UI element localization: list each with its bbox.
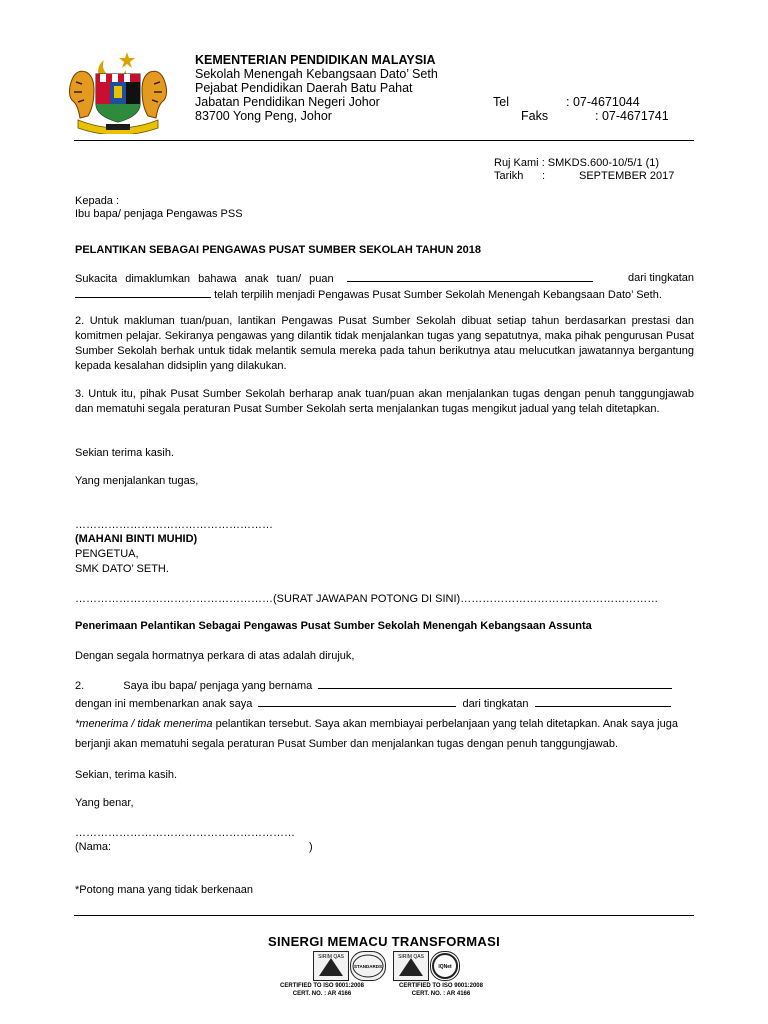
reply-signature-line: ……………………………………………………	[75, 827, 295, 839]
p1-text-c: telah terpilih menjadi Pengawas Pusat Sumber Sekolah Menengah Kebangsaan Dato’ Seth.	[214, 289, 662, 301]
reply-l2b: dari tingkatan	[462, 698, 529, 710]
reply-line-2	[75, 696, 671, 712]
address: 83700 Yong Peng, Johor	[195, 109, 332, 123]
signature-line: ………………………………………………	[75, 519, 273, 531]
p1-text-a: Sukacita dimaklumkan bahawa anak tuan/ puan	[75, 273, 334, 285]
paragraph-1-line-2	[75, 287, 694, 303]
coat-of-arms-logo	[64, 46, 172, 134]
sirim-badge-1	[313, 951, 349, 981]
child-form-blank[interactable]	[535, 696, 671, 707]
fax-value: : 07-4671741	[595, 109, 669, 123]
sirim-badge-2	[393, 951, 429, 981]
reply-line-1	[75, 678, 672, 694]
sirim-logo-icon	[314, 952, 348, 980]
ruj-label: Ruj Kami	[494, 157, 539, 169]
signer-name: (MAHANI BINTI MUHID)	[75, 533, 198, 545]
badge-4-text: IQNet	[438, 964, 452, 970]
ministry-name: KEMENTERIAN PENDIDIKAN MALAYSIA	[195, 53, 436, 67]
cert-2-b: CERT. NO. : AR 4166	[411, 991, 471, 997]
standards-logo-icon	[351, 952, 385, 980]
reply-intro: Dengan segala hormatnya perkara di atas adalah dirujuk,	[75, 650, 355, 662]
state-office: Jabatan Pendidikan Negeri Johor	[195, 95, 380, 109]
certification-badges	[313, 951, 459, 981]
reply-closing: Sekian, terima kasih.	[75, 769, 178, 781]
closing: Sekian terima kasih.	[75, 447, 175, 459]
recipient: Ibu bapa/ penjaga Pengawas PSS	[75, 208, 243, 220]
cert-2-a: CERTIFIED TO ISO 9001:2008	[399, 983, 483, 989]
reply-number: 2.	[75, 680, 85, 692]
reply-l3: pelantikan tersebut. Saya akan membiayai perbelanjaan yang telah ditetapkan. Anak saya juga berjanji akan mematuhi segala peraturan Pusat Sumber dan menjalankan tugas dengan penuh tanggungjawab.	[75, 718, 678, 750]
badge-3-text: SIRIM QAS	[398, 954, 424, 960]
school-name: Sekolah Menengah Kebangsaan Dato’ Seth	[195, 67, 438, 81]
motto: SINERGI MEMACU TRANSFORMASI	[268, 934, 500, 949]
date-colon: :	[542, 170, 546, 182]
sirim-logo-icon-2	[394, 952, 428, 980]
signer-position: PENGETUA,	[75, 548, 139, 560]
yang-menjalankan: Yang menjalankan tugas,	[75, 475, 199, 487]
cert-text-2	[391, 982, 491, 998]
cert-1-b: CERT. NO. : AR 4166	[292, 991, 352, 997]
paragraph-2: 2. Untuk makluman tuan/puan, lantikan Pengawas Pusat Sumber Sekolah dibuat setiap tahun berdasarkan prestasi dan komitmen pelajar. Sekiranya pengawas yang dilantik tidak menjalankan tugas yang sepatutnya, maka pihak pengurusan Pusat Sumber Sekolah berhak untuk tidak melantik semula mereka pada tahun berikutnya atau melucutkan jawatannya bergantung kepada kesalahan didsiplin yang dilakukan.	[75, 315, 694, 372]
reply-title: Penerimaan Pelantikan Sebagai Pengawas Pusat Sumber Sekolah Menengah Kebangsaan Assunta	[75, 620, 592, 632]
footnote: *Potong mana yang tidak berkenaan	[75, 884, 253, 896]
p1-text-b: dari tingkatan	[627, 272, 694, 284]
badge-2-text: STANDARDS	[354, 964, 382, 969]
paragraph-1-line-1	[75, 271, 694, 287]
header-rule	[74, 140, 694, 141]
accept-option: *menerima / tidak menerima	[75, 718, 213, 730]
ruj-value: : SMKDS.600-10/5/1 (1)	[541, 157, 660, 169]
district-office: Pejabat Pendidikan Daerah Batu Pahat	[195, 81, 413, 95]
nama-open: (Nama:	[75, 841, 112, 853]
tel-label: Tel	[493, 95, 509, 109]
reply-l1: Saya ibu bapa/ penjaga yang bernama	[123, 680, 313, 692]
letter-title: PELANTIKAN SEBAGAI PENGAWAS PUSAT SUMBER SEKOLAH TAHUN 2018	[75, 244, 482, 256]
iqnet-logo-icon	[431, 952, 459, 980]
cut-line: ………………………………………………(SURAT JAWAPAN POTONG DI SINI)………………………………………………	[75, 593, 659, 605]
date-value: SEPTEMBER 2017	[579, 170, 675, 182]
reply-line-3	[75, 714, 694, 754]
reply-l2a: dengan ini membenarkan anak saya	[75, 698, 253, 710]
parent-name-blank[interactable]	[318, 678, 672, 689]
kepada-label: Kepada :	[75, 195, 120, 207]
reply-yang-benar: Yang benar,	[75, 797, 134, 809]
tel-value: : 07-4671044	[566, 95, 640, 109]
cert-text-1	[272, 982, 372, 998]
nama-close: )	[309, 841, 313, 853]
cert-1-a: CERTIFIED TO ISO 9001:2008	[280, 983, 364, 989]
paragraph-3: 3. Untuk itu, pihak Pusat Sumber Sekolah berharap anak tuan/puan akan menjalankan tugas dengan penuh tanggungjawab dan mematuhi segala peraturan Pusat Sumber Sekolah serta menjalankan tugas mengikut jadual yang telah ditetapkan.	[75, 388, 694, 415]
iqnet-badge	[430, 951, 460, 981]
student-name-blank	[347, 271, 593, 282]
signer-school: SMK DATO’ SETH.	[75, 563, 169, 575]
date-label: Tarikh	[494, 170, 524, 182]
standards-badge	[350, 951, 386, 981]
fax-label: Faks	[521, 109, 549, 123]
badge-1-text: SIRIM QAS	[318, 954, 344, 960]
footer-rule	[74, 915, 694, 916]
form-blank	[75, 287, 211, 298]
child-name-blank[interactable]	[258, 696, 456, 707]
